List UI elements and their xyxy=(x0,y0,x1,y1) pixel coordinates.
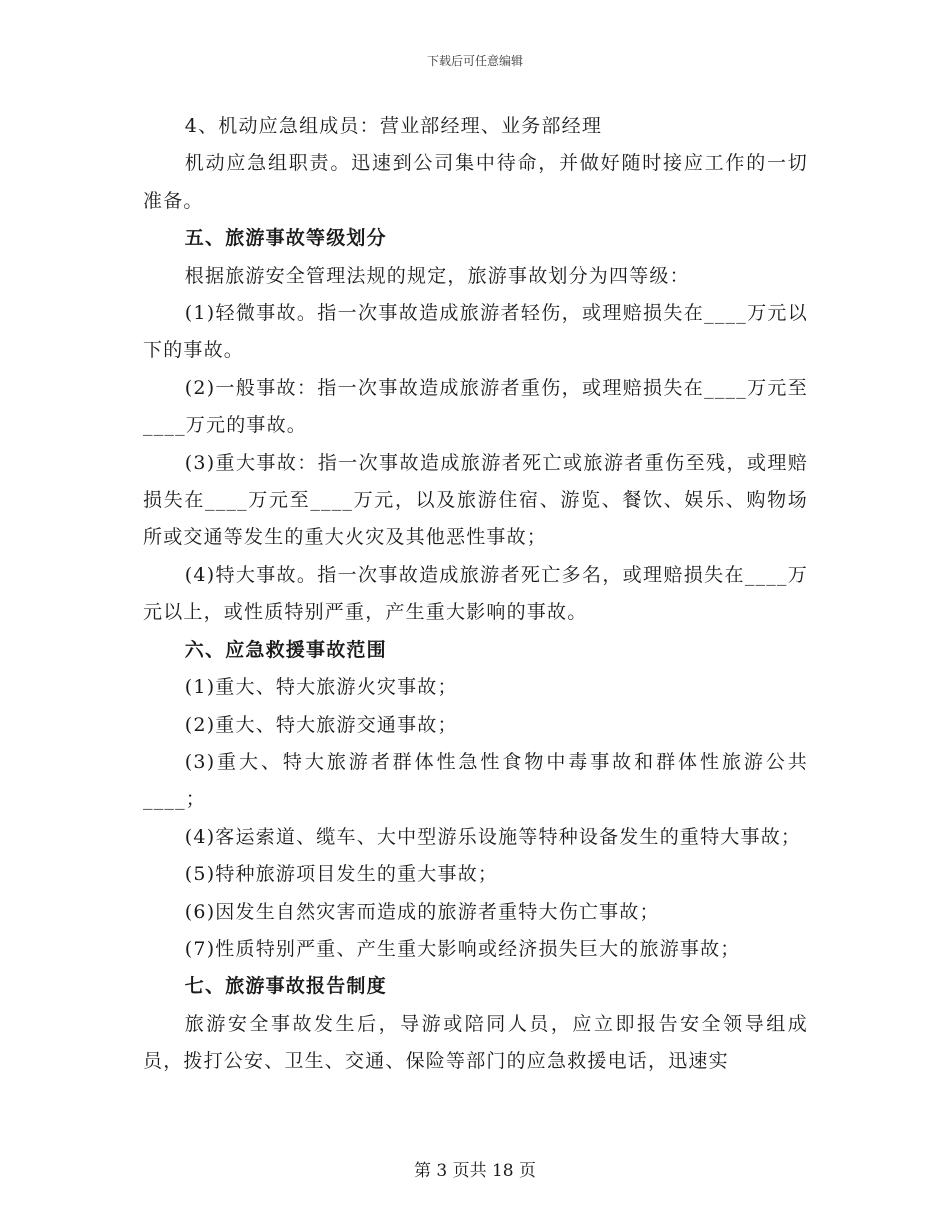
page-header-note: 下载后可任意编辑 xyxy=(426,54,523,68)
list-item: (4)特大事故。指一次事故造成旅游者死亡多名，或理赔损失在____万元以上，或性质特别严重，产生重大影响的事故。 xyxy=(143,563,808,624)
paragraph: 4、机动应急组成员：营业部经理、业务部经理 xyxy=(184,115,603,137)
list-item: (3)重大事故：指一次事故造成旅游者死亡或旅游者重伤至残，或理赔损失在____万元至____万元，以及旅游住宿、游览、餐饮、娱乐、购物场所或交通等发生的重大火灾及其他恶性事故； xyxy=(143,451,808,549)
section-heading: 六、应急救援事故范围 xyxy=(184,638,387,661)
list-item: (1)重大、特大旅游火灾事故； xyxy=(184,676,458,699)
paragraph: 机动应急组职责。迅速到公司集中待命，并做好随时接应工作的一切准备。 xyxy=(143,152,808,212)
list-item: (5)特种旅游项目发生的重大事故； xyxy=(184,863,499,886)
list-item: (2)一般事故：指一次事故造成旅游者重伤，或理赔损失在____万元至____万元的事故。 xyxy=(143,376,808,437)
page-number-footer: 第 3 页共 18 页 xyxy=(413,1161,537,1181)
list-item: (6)因发生自然灾害而造成的旅游者重特大伤亡事故； xyxy=(184,900,660,923)
document-body xyxy=(143,108,808,1081)
list-item: (4)客运索道、缆车、大中型游乐设施等特种设备发生的重特大事故； xyxy=(184,825,802,848)
section-heading: 七、旅游事故报告制度 xyxy=(184,975,387,998)
list-item: (1)轻微事故。指一次事故造成旅游者轻伤，或理赔损失在____万元以下的事故。 xyxy=(143,302,808,362)
paragraph: 旅游安全事故发生后，导游或陪同人员，应立即报告安全领导组成员，拨打公安、卫生、交通、保险等部门的应急救援电话，迅速实 xyxy=(143,1012,808,1073)
list-item: (7)性质特别严重、产生重大影响或经济损失巨大的旅游事故； xyxy=(184,937,741,960)
paragraph: 根据旅游安全管理法规的规定，旅游事故划分为四等级： xyxy=(184,264,690,287)
list-item: (3)重大、特大旅游者群体性急性食物中毒事故和群体性旅游公共____； xyxy=(143,750,808,811)
list-item: (2)重大、特大旅游交通事故； xyxy=(184,713,458,736)
section-heading: 五、旅游事故等级划分 xyxy=(184,227,387,250)
